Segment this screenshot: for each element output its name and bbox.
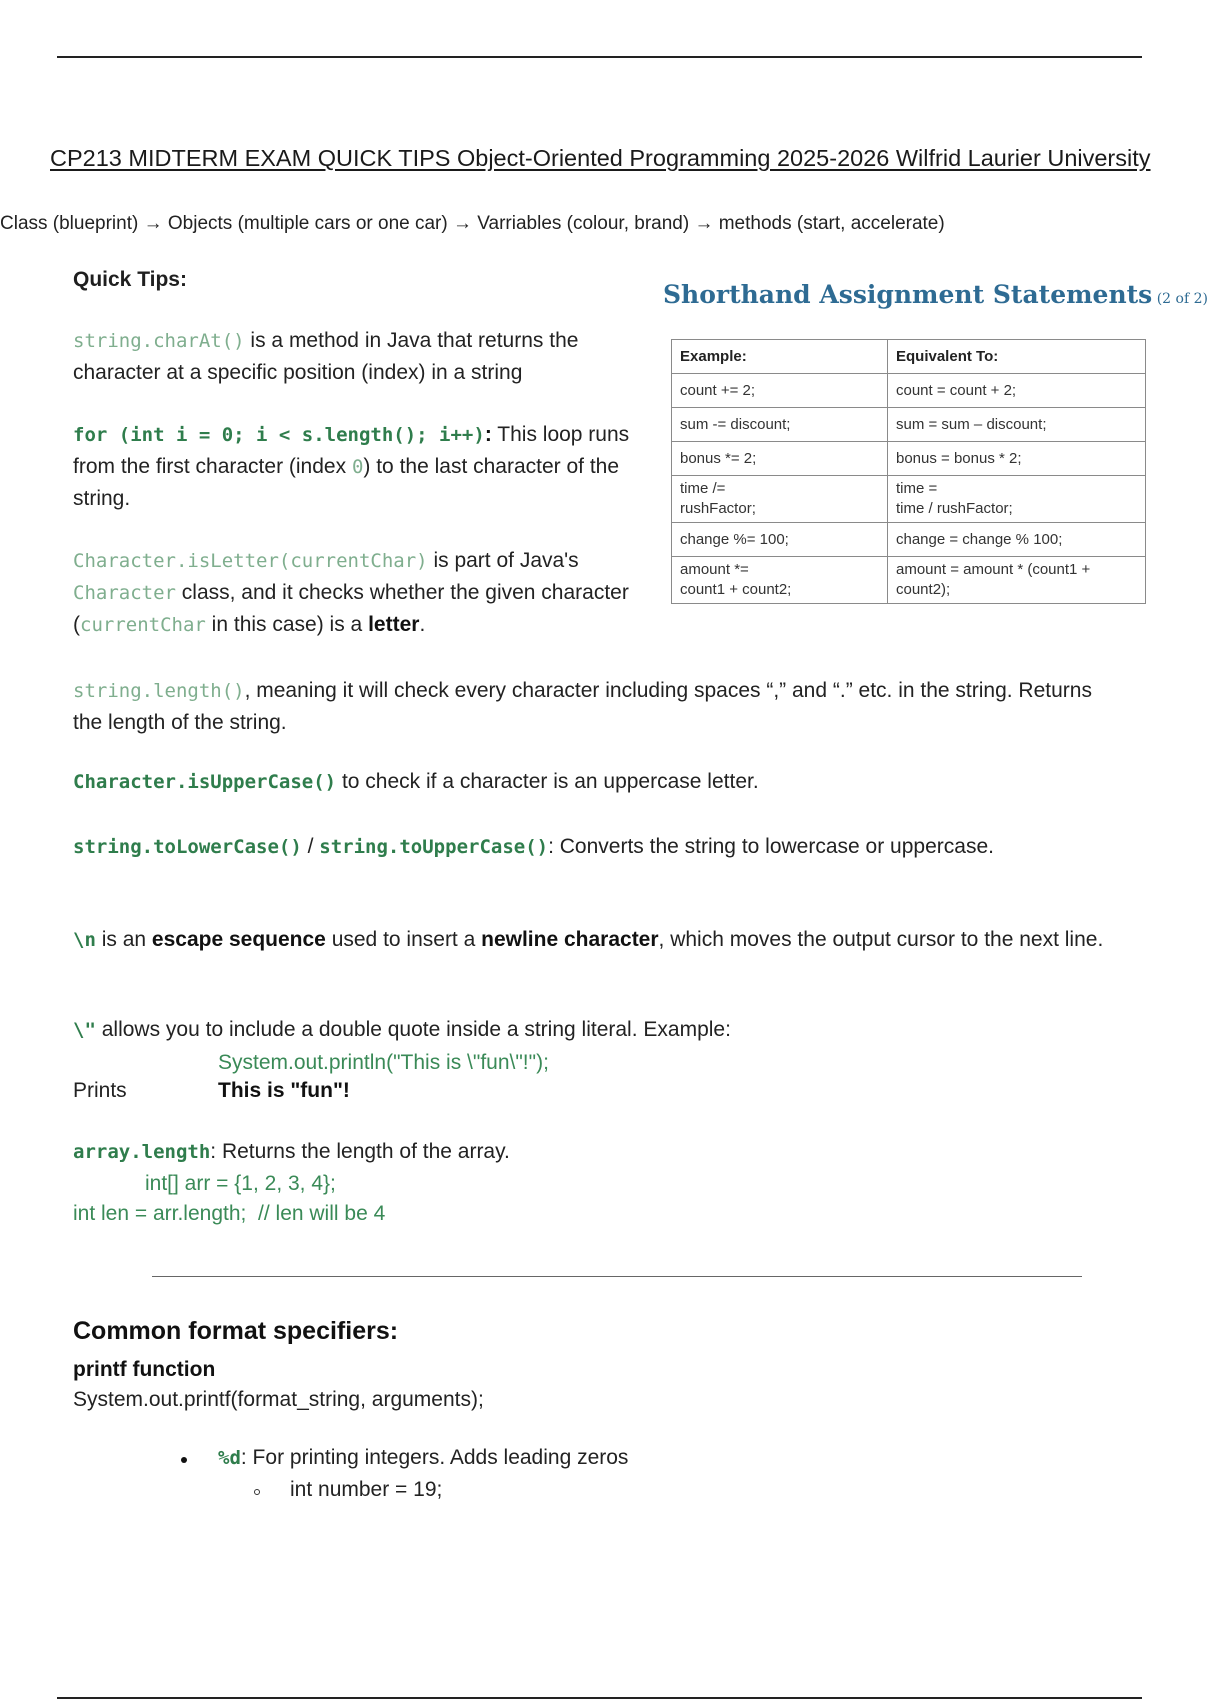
tip-quote [73,1014,1113,1046]
tip-newline-b1: escape sequence [151,928,326,951]
shorthand-example-cell: time /= rushFactor; [672,476,888,523]
tip-isuppercase [73,766,1113,798]
code-touppercase: string.toUpperCase() [319,836,549,858]
shorthand-example-cell: change %= 100; [672,523,888,557]
code-zero: 0 [351,456,364,478]
code-isletter: Character.isLetter(currentChar) [73,550,428,572]
printf-heading: printf function [73,1358,216,1381]
tip-newline [73,924,1113,956]
section-divider [152,1276,1082,1277]
format-specifiers-heading: Common format specifiers: [73,1317,399,1345]
code-character-class: Character [73,582,176,604]
shorthand-equivalent-cell: change = change % 100; [888,523,1146,557]
tip-newline-t2: used to insert a [325,928,482,951]
tip-for-loop-text: This loop runs from the first character (index [73,423,630,478]
code-newline: \n [73,929,96,951]
hollow-circle-icon [254,1489,260,1495]
code-escaped-quote: \" [73,1019,96,1041]
table-row [672,523,1146,557]
tip-case-convert [73,831,1013,863]
shorthand-title-page: (2 of 2) [1152,291,1208,307]
code-array-length: array.length [73,1141,211,1163]
tip-array-length [73,1136,1113,1168]
sub-bullet-int-number [254,1478,442,1502]
table-row [672,557,1146,604]
tip-isletter-text3: in this case) is a [205,613,369,636]
code-isuppercase: Character.isUpperCase() [73,771,337,793]
top-rule [57,56,1142,58]
tip-isletter [73,545,648,641]
shorthand-header-cell: Equivalent To: [888,340,1146,374]
array-example-line1: int[] arr = {1, 2, 3, 4}; [145,1172,336,1195]
shorthand-title [663,280,1208,309]
table-row [672,408,1146,442]
bullet-percent-d [181,1446,628,1470]
tip-length-text: , meaning it will check every character including spaces “,” and “.” etc. in the string. Returns the length of the string. [73,679,1092,734]
tip-isuppercase-text: to check if a character is an uppercase letter. [336,770,759,793]
bullet-percent-d-text: : For printing integers. Adds leading zeros [240,1446,629,1469]
tip-for-loop [73,419,633,515]
code-charat: string.charAt() [73,330,245,352]
tip-isletter-end: . [419,613,426,636]
code-length: string.length() [73,680,245,702]
quick-tips-heading: Quick Tips: [73,268,187,291]
tip-isletter-text1: is part of Java's [427,549,579,572]
tip-length [73,675,1113,739]
table-row [672,374,1146,408]
sub-bullet-text: int number = 19; [290,1478,443,1501]
prints-value [218,1075,350,1107]
tip-charat-text: is a method in Java that returns the character at a specific position (index) in a string [73,329,579,384]
prints-label: Prints [73,1079,127,1102]
code-percent-d: %d [218,1447,241,1469]
shorthand-example-cell: sum -= discount; [672,408,888,442]
code-for-loop: for (int i = 0; i < s.length(); i++) [73,424,485,446]
tip-for-loop-text-end: ) to the last character of the string. [73,455,620,510]
tip-newline-b2: newline character [481,928,659,951]
tip-charat [73,325,648,389]
shorthand-equivalent-cell: count = count + 2; [888,374,1146,408]
bullet-dot-icon [181,1457,187,1463]
shorthand-equivalent-cell: time = time / rushFactor; [888,476,1146,523]
array-example-line2: int len = arr.length; // len will be 4 [73,1202,386,1225]
shorthand-example-cell: count += 2; [672,374,888,408]
shorthand-equivalent-cell: bonus = bonus * 2; [888,442,1146,476]
shorthand-example-cell: bonus *= 2; [672,442,888,476]
oop-concept-chain: Class (blueprint) → Objects (multiple cars or one car) → Varriables (colour, brand) → methods (start, accelerate) [0,213,945,234]
tip-case-sep: / [301,835,320,858]
tip-newline-t3: , which moves the output cursor to the next line. [658,928,1104,951]
tip-quote-text: allows you to include a double quote inside a string literal. Example: [95,1018,731,1041]
bottom-rule [57,1697,1142,1699]
quote-example-code: System.out.println("This is \"fun\"!"); [218,1051,549,1074]
shorthand-header-row [672,340,1146,374]
shorthand-example-cell: amount *= count1 + count2; [672,557,888,604]
page-title: CP213 MIDTERM EXAM QUICK TIPS Object-Oriented Programming 2025-2026 Wilfrid Laurier University [50,145,1151,171]
table-row [672,442,1146,476]
shorthand-title-text: Shorthand Assignment Statements [663,280,1153,309]
tip-for-loop-colon: : [484,423,492,446]
table-row [672,476,1146,523]
tip-case-text: : Converts the string to lowercase or uppercase. [548,835,994,858]
shorthand-equivalent-cell: sum = sum – discount; [888,408,1146,442]
prints-value-text: This is "fun"! [218,1079,350,1102]
tip-isletter-bold: letter [368,613,420,636]
code-tolowercase: string.toLowerCase() [73,836,302,858]
shorthand-equivalent-cell: amount = amount * (count1 + count2); [888,557,1146,604]
tip-array-length-text: : Returns the length of the array. [210,1140,510,1163]
shorthand-table [671,339,1146,604]
tip-isletter-text2: class, and it checks whether the given character ( [73,581,629,636]
tip-newline-t1: is an [95,928,152,951]
shorthand-header-cell: Example: [672,340,888,374]
printf-syntax: System.out.printf(format_string, arguments); [73,1388,484,1411]
code-currentchar: currentChar [80,614,206,636]
